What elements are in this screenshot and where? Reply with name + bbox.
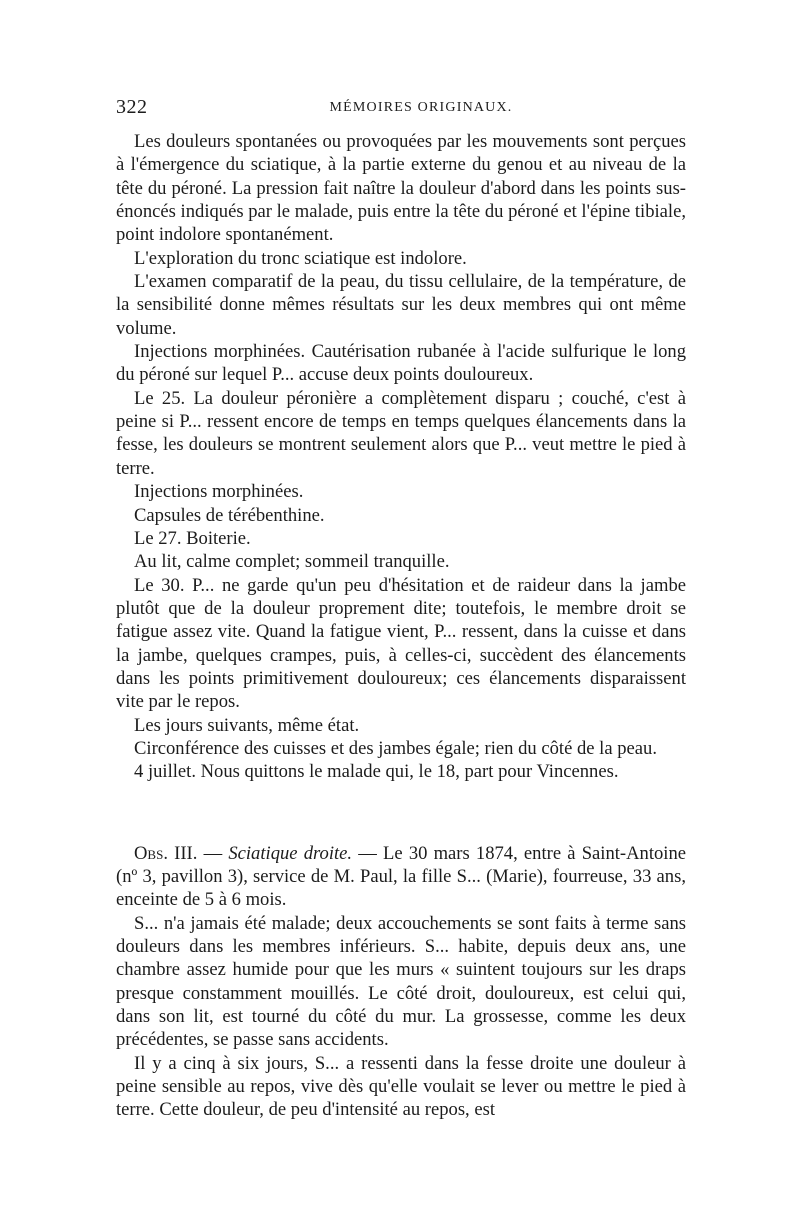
observation-title: Sciatique droite. — [228, 842, 353, 864]
paragraph: Injections morphinées. — [134, 481, 304, 503]
paragraph: 4 juillet. Nous quittons le malade qui, le 18, part pour Vincennes. — [134, 761, 619, 783]
paragraph: Injections morphinées. Cautérisation rubanée à l'acide sulfurique le long du péroné sur lequel P... accuse deux points douloureux. — [116, 341, 686, 386]
page-header — [116, 96, 686, 124]
paragraph: Le 27. Boiterie. — [134, 527, 251, 549]
observation-text: — Le 30 mars 1874, entre à Saint-Antoine (nº 3, pavillon 3), service de M. Paul, la fille S... (Marie), fourreuse, 33 ans, enceinte de 5 à 6 mois. — [116, 842, 687, 911]
paragraph: Les douleurs spontanées ou provoquées par les mouvements sont perçues à l'émergence du sciatique, à la partie externe du genou et au niveau de la tête du péroné. La pression fait naître la douleur d'abord dans les points sus-énoncés indiqués par le malade, puis entre la tête du péroné et l'épine tibiale, point indolore spontanément. — [116, 131, 686, 246]
observation-paragraph — [116, 842, 686, 912]
observation-dash: — — [197, 842, 229, 864]
paragraph: L'exploration du tronc sciatique est indolore. — [134, 247, 467, 269]
paragraph: Il y a cinq à six jours, S... a ressenti dans la fesse droite une douleur à peine sensible au repos, vive dès qu'elle voulait se lever ou mettre le pied à terre. Cette douleur, de peu d'intensité au repos, est — [116, 1052, 686, 1121]
paragraph: L'examen comparatif de la peau, du tissu cellulaire, de la température, de la sensibilité donne mêmes résultats sur les deux membres qui ont même volume. — [116, 271, 686, 339]
paragraph: Au lit, calme complet; sommeil tranquille. — [134, 551, 450, 573]
paragraph: Circonférence des cuisses et des jambes égale; rien du côté de la peau. — [134, 737, 657, 759]
paragraph: Le 25. La douleur péronière a complètement disparu ; couché, c'est à peine si P... ressent encore de temps en temps quelques élancements dans la fesse, les douleurs se montrent seulement alors que P... veut mettre le pied à terre. — [116, 387, 686, 479]
paragraph: Capsules de térébenthine. — [134, 504, 325, 526]
section-gap — [116, 784, 686, 842]
paragraph: Les jours suivants, même état. — [134, 714, 360, 736]
paragraph: S... n'a jamais été malade; deux accouchements se sont faits à terme sans douleurs dans les membres inférieurs. S... habite, depuis deux ans, une chambre assez humide pour que les murs « suintent toujours sur les draps presque constamment mouillés. Le côté droit, douloureux, est celui qui, dans son lit, est tourné du côté du mur. La grossesse, comme les deux précédentes, se passe sans accidents. — [116, 912, 686, 1051]
body-text — [116, 130, 686, 1122]
paragraph: Le 30. P... ne garde qu'un peu d'hésitation et de raideur dans la jambe plutôt que de la douleur proprement dite; toutefois, le membre droit se fatigue assez vite. Quand la fatigue vient, P... ressent, dans la cuisse et dans la jambe, quelques crampes, puis, à celles-ci, succèdent des élancements dans les points primitivement douloureux; ces élancements disparaissent vite par le repos. — [116, 574, 686, 713]
running-head: MÉMOIRES ORIGINAUX. — [329, 100, 513, 115]
page-number: 322 — [116, 96, 148, 118]
observation-label: Obs. III. — [134, 842, 198, 864]
